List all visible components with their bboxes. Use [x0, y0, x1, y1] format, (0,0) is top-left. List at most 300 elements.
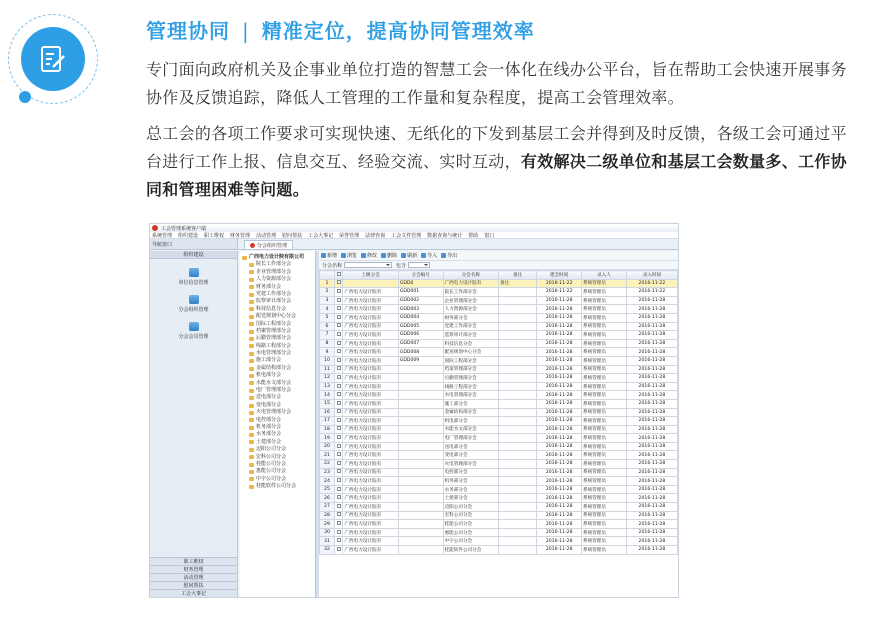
cell-time: 2016-11-28 — [626, 494, 677, 503]
row-checkbox[interactable] — [337, 495, 341, 499]
row-checkbox[interactable] — [337, 366, 341, 370]
row-checkbox[interactable] — [337, 452, 341, 456]
cell-name: 水电管理部分会 — [443, 391, 498, 400]
tree-node[interactable] — [240, 298, 315, 305]
cell-time: 2016-11-28 — [626, 365, 677, 374]
row-checkbox[interactable] — [337, 358, 341, 362]
cell-time: 2016-11-28 — [626, 382, 677, 391]
folder-icon — [249, 270, 254, 274]
nav-bottom-item[interactable]: 财务管理 — [150, 565, 237, 573]
row-checkbox[interactable] — [337, 289, 341, 293]
table-row[interactable] — [320, 528, 678, 537]
cell-name: 广西电力设计院有 — [443, 279, 498, 288]
row-number: 30 — [320, 528, 335, 537]
row-number: 31 — [320, 537, 335, 546]
cell-user: 系统管理员 — [582, 348, 627, 357]
nav-item-icon — [189, 268, 199, 277]
tree-node[interactable] — [240, 261, 315, 268]
branch-table — [319, 270, 678, 555]
row-checkbox[interactable] — [337, 341, 341, 345]
table-row[interactable] — [320, 322, 678, 331]
cell-parent: 广西电力设计院有 — [343, 365, 398, 374]
cell-name: 人力资源部分会 — [443, 305, 498, 314]
cell-date: 2016-11-28 — [537, 322, 582, 331]
tree-node-label: 惠能公司分会 — [256, 468, 287, 475]
toolbar-button[interactable] — [361, 252, 377, 259]
column-header[interactable]: 建会时间 — [537, 271, 582, 280]
row-checkbox[interactable] — [337, 392, 341, 396]
table-row[interactable] — [320, 468, 678, 477]
row-checkbox[interactable] — [337, 538, 341, 542]
row-checkbox[interactable] — [337, 298, 341, 302]
cell-time: 2016-11-28 — [626, 399, 677, 408]
cell-date: 2016-11-28 — [537, 511, 582, 520]
cell-date: 2016-11-28 — [537, 348, 582, 357]
row-checkbox[interactable] — [337, 315, 341, 319]
tree-node[interactable] — [240, 454, 315, 461]
cell-time: 2016-11-28 — [626, 374, 677, 383]
row-number: 22 — [320, 460, 335, 469]
row-checkbox-cell — [334, 520, 343, 529]
cell-time: 2016-11-28 — [626, 451, 677, 460]
cell-date: 2016-11-28 — [537, 391, 582, 400]
row-checkbox[interactable] — [337, 306, 341, 310]
folder-icon — [249, 433, 254, 437]
row-checkbox-cell — [334, 391, 343, 400]
tree-node-label: 企业管理部分会 — [256, 268, 292, 275]
nav-item-label: 分会组织管理 — [178, 307, 209, 313]
table-row[interactable] — [320, 331, 678, 340]
table-row[interactable] — [320, 408, 678, 417]
row-checkbox-cell — [334, 546, 343, 555]
cell-user: 系统管理员 — [582, 322, 627, 331]
tree-node[interactable] — [240, 417, 315, 424]
cell-user: 系统管理员 — [582, 503, 627, 512]
tree-node[interactable] — [240, 394, 315, 401]
row-checkbox-cell — [334, 356, 343, 365]
row-checkbox[interactable] — [337, 461, 341, 465]
cell-time: 2016-11-28 — [626, 322, 677, 331]
cell-parent: 广西电力设计院有 — [343, 374, 398, 383]
row-checkbox[interactable] — [337, 280, 341, 284]
row-checkbox[interactable] — [337, 323, 341, 327]
row-checkbox[interactable] — [337, 478, 341, 482]
table-row[interactable] — [320, 296, 678, 305]
cell-parent: 广西电力设计院有 — [343, 460, 398, 469]
cell-user: 系统管理员 — [582, 305, 627, 314]
tree-node-label: 水务部分会 — [256, 431, 282, 438]
toolbar-button[interactable] — [401, 252, 417, 259]
menu-item[interactable]: 窗口 — [484, 232, 495, 239]
row-checkbox[interactable] — [337, 418, 341, 422]
toolbar-button[interactable] — [321, 252, 337, 259]
row-number: 32 — [320, 546, 335, 555]
toolbar-button[interactable] — [421, 252, 437, 259]
cell-code — [398, 511, 443, 520]
cell-name: 水务部分会 — [443, 485, 498, 494]
row-checkbox[interactable] — [337, 384, 341, 388]
row-number: 21 — [320, 451, 335, 460]
cell-date: 2016-11-28 — [537, 434, 582, 443]
row-number: 29 — [320, 520, 335, 529]
table-row[interactable] — [320, 425, 678, 434]
menu-item[interactable]: 系统管理 — [152, 232, 173, 239]
cell-name: 变电部分会 — [443, 451, 498, 460]
edit-document-icon — [21, 27, 85, 91]
toolbar-icon — [441, 253, 446, 258]
tree-node[interactable] — [240, 483, 315, 490]
org-tree — [240, 251, 316, 597]
filter-field-label: 分会名称 — [322, 262, 343, 269]
tree-node[interactable] — [240, 343, 315, 350]
row-checkbox[interactable] — [337, 349, 341, 353]
cell-name: 院长工作部分会 — [443, 288, 498, 297]
table-row[interactable] — [320, 434, 678, 443]
folder-icon — [249, 374, 254, 378]
tree-node-label: 配送规划中心分会 — [256, 313, 297, 320]
cell-note — [498, 485, 536, 494]
column-header[interactable]: 分会名称 — [443, 271, 498, 280]
cell-code: GDD001 — [398, 288, 443, 297]
tree-node-label: 国际工程部分会 — [256, 320, 292, 327]
cell-parent: 广西电力设计院有 — [343, 331, 398, 340]
row-checkbox-cell — [334, 417, 343, 426]
row-checkbox[interactable] — [337, 521, 341, 525]
cell-date: 2016-11-28 — [537, 305, 582, 314]
row-number: 5 — [320, 313, 335, 322]
tree-node[interactable] — [240, 276, 315, 283]
toolbar-icon — [321, 253, 326, 258]
cell-code — [398, 503, 443, 512]
filter-op-select[interactable] — [408, 262, 430, 268]
cell-date: 2016-11-28 — [537, 313, 582, 322]
cell-date: 2016-11-28 — [537, 382, 582, 391]
cell-user: 系统管理员 — [582, 511, 627, 520]
folder-icon — [249, 337, 254, 341]
row-checkbox-cell — [334, 468, 343, 477]
select-all-checkbox[interactable] — [337, 272, 341, 276]
folder-icon — [249, 426, 254, 430]
cell-note — [498, 339, 536, 348]
row-checkbox[interactable] — [337, 375, 341, 379]
cell-date: 2016-11-28 — [537, 365, 582, 374]
table-row[interactable] — [320, 348, 678, 357]
cell-date: 2016-11-28 — [537, 503, 582, 512]
cell-user: 系统管理员 — [582, 417, 627, 426]
cell-code: GDD008 — [398, 348, 443, 357]
menu-item[interactable]: 工会大事记 — [308, 232, 334, 239]
cell-user: 系统管理员 — [582, 339, 627, 348]
cell-parent: 广西电力设计院有 — [343, 485, 398, 494]
nav-section-header[interactable]: 组织建设 — [150, 251, 237, 259]
tree-node-label: 迈阳公司分会 — [256, 446, 287, 453]
nav-bottom-list — [150, 557, 237, 597]
cell-name: 土建部分会 — [443, 494, 498, 503]
cell-parent: 广西电力设计院有 — [343, 382, 398, 391]
cell-name: 档案管理部分会 — [443, 365, 498, 374]
table-row[interactable] — [320, 451, 678, 460]
toolbar-label: 修改 — [367, 253, 378, 259]
cell-name: 中宇公司分会 — [443, 537, 498, 546]
cell-code — [398, 442, 443, 451]
folder-icon — [249, 263, 254, 267]
cell-note — [498, 477, 536, 486]
row-checkbox[interactable] — [337, 332, 341, 336]
folder-icon — [242, 256, 247, 260]
folder-icon — [249, 463, 254, 467]
column-header[interactable]: 录入时间 — [626, 271, 677, 280]
cell-parent: 广西电力设计院有 — [343, 339, 398, 348]
menu-item[interactable]: 荣誉管理 — [339, 232, 360, 239]
table-row[interactable] — [320, 503, 678, 512]
cell-time: 2016-11-28 — [626, 356, 677, 365]
cell-time: 2016-11-28 — [626, 468, 677, 477]
nav-bottom-item[interactable]: 职工维权 — [150, 557, 237, 565]
table-row[interactable] — [320, 339, 678, 348]
row-number: 28 — [320, 511, 335, 520]
folder-icon — [249, 367, 254, 371]
cell-user: 系统管理员 — [582, 425, 627, 434]
cell-date: 2016-11-22 — [537, 279, 582, 288]
nav-bottom-item[interactable]: 工会大事记 — [150, 589, 237, 597]
cell-name: 电厂管理部分会 — [443, 434, 498, 443]
table-row[interactable] — [320, 546, 678, 555]
cell-code: GDD005 — [398, 322, 443, 331]
cell-user: 系统管理员 — [582, 408, 627, 417]
cell-user: 系统管理员 — [582, 331, 627, 340]
tree-node[interactable] — [240, 380, 315, 387]
cell-code — [398, 374, 443, 383]
cell-code — [398, 528, 443, 537]
table-row[interactable] — [320, 305, 678, 314]
row-checkbox[interactable] — [337, 512, 341, 516]
cell-user: 系统管理员 — [582, 468, 627, 477]
cell-time: 2016-11-28 — [626, 477, 677, 486]
menu-item[interactable]: 活动管理 — [256, 232, 277, 239]
row-checkbox[interactable] — [337, 547, 341, 551]
table-row[interactable] — [320, 279, 678, 288]
folder-icon — [249, 485, 254, 489]
row-checkbox[interactable] — [337, 469, 341, 473]
row-number: 25 — [320, 485, 335, 494]
table-row[interactable] — [320, 477, 678, 486]
nav-bottom-item[interactable]: 慰问帮扶 — [150, 581, 237, 589]
table-row[interactable] — [320, 313, 678, 322]
cell-name: 后勤管理部分会 — [443, 374, 498, 383]
row-checkbox-cell — [334, 399, 343, 408]
detail-text: 总工会的各项工作要求可实现快速、无纸化的下发到基层工会并得到及时反馈，各级工会可通过平台进行工作上报、信息交互、经验交流、实时互动， — [146, 124, 847, 171]
row-number: 24 — [320, 477, 335, 486]
table-row[interactable] — [320, 511, 678, 520]
cell-name: 施工部分会 — [443, 399, 498, 408]
row-checkbox[interactable] — [337, 409, 341, 413]
tree-node[interactable] — [240, 313, 315, 320]
tree-node-label: 水电管理部分会 — [256, 350, 292, 357]
cell-note — [498, 296, 536, 305]
column-header[interactable]: 上级分会 — [343, 271, 398, 280]
cell-name: 配送规划中心分会 — [443, 348, 498, 357]
table-row[interactable] — [320, 374, 678, 383]
row-checkbox-cell — [334, 460, 343, 469]
cell-code — [398, 417, 443, 426]
menu-item[interactable]: 工会文件管理 — [391, 232, 422, 239]
tree-node-label: 电厂管理部分会 — [256, 387, 292, 394]
cell-user: 系统管理员 — [582, 442, 627, 451]
cell-note — [498, 537, 536, 546]
cell-name: 线路工程部分会 — [443, 382, 498, 391]
column-header[interactable]: 备注 — [498, 271, 536, 280]
menu-item[interactable]: 数据查询与统计 — [427, 232, 463, 239]
table-row[interactable] — [320, 365, 678, 374]
table-row[interactable] — [320, 520, 678, 529]
folder-icon — [249, 315, 254, 319]
cell-parent: 广西电力设计院有 — [343, 546, 398, 555]
tree-node[interactable] — [240, 357, 315, 364]
cell-name: 惠能公司分会 — [443, 528, 498, 537]
row-checkbox[interactable] — [337, 444, 341, 448]
nav-item[interactable] — [150, 295, 237, 313]
tree-node[interactable] — [240, 446, 315, 453]
table-row[interactable] — [320, 485, 678, 494]
folder-icon — [249, 307, 254, 311]
table-row[interactable] — [320, 460, 678, 469]
table-row[interactable] — [320, 382, 678, 391]
cell-note — [498, 356, 536, 365]
row-checkbox-cell — [334, 528, 343, 537]
table-row[interactable] — [320, 399, 678, 408]
column-header[interactable]: 录入人 — [582, 271, 627, 280]
toolbar-button[interactable] — [381, 252, 397, 259]
toolbar-label: 导入 — [427, 253, 438, 259]
table-row[interactable] — [320, 391, 678, 400]
row-number: 3 — [320, 296, 335, 305]
menu-item[interactable]: 职工维权 — [204, 232, 225, 239]
detail-bold-text: 有效解决二级单位和基层工会数量多、工作协同和管理困难等问题。 — [146, 152, 847, 199]
cell-code — [398, 434, 443, 443]
menu-bar — [150, 232, 678, 239]
tree-node[interactable] — [240, 335, 315, 342]
cell-date: 2016-11-28 — [537, 451, 582, 460]
menu-item[interactable]: 财务管理 — [230, 232, 251, 239]
cell-note — [498, 425, 536, 434]
menu-item[interactable]: 慰问帮扶 — [282, 232, 303, 239]
table-row[interactable] — [320, 494, 678, 503]
tree-node[interactable] — [240, 468, 315, 475]
row-checkbox-cell — [334, 374, 343, 383]
tree-node[interactable] — [240, 476, 315, 483]
row-checkbox-cell — [334, 296, 343, 305]
cell-parent: 广西电力设计院有 — [343, 348, 398, 357]
row-number: 15 — [320, 399, 335, 408]
table-row[interactable] — [320, 417, 678, 426]
filter-op-label: 包含 — [396, 262, 407, 269]
menu-item[interactable]: 帮助 — [468, 232, 479, 239]
cell-parent: 广西电力设计院有 — [343, 408, 398, 417]
nav-item-icon — [189, 322, 199, 331]
cell-note — [498, 365, 536, 374]
cell-user: 系统管理员 — [582, 399, 627, 408]
cell-time: 2016-11-28 — [626, 503, 677, 512]
nav-item[interactable] — [150, 268, 237, 286]
row-checkbox[interactable] — [337, 426, 341, 430]
menu-item[interactable]: 组织建设 — [178, 232, 199, 239]
row-checkbox[interactable] — [337, 435, 341, 439]
row-checkbox[interactable] — [337, 487, 341, 491]
column-header[interactable]: 分会编号 — [398, 271, 443, 280]
cell-note — [498, 322, 536, 331]
tree-node-label: 施工部分会 — [256, 357, 282, 364]
nav-panel — [150, 251, 238, 597]
toolbar-button[interactable] — [441, 252, 457, 259]
cell-user: 系统管理员 — [582, 434, 627, 443]
cell-date: 2016-11-28 — [537, 339, 582, 348]
cell-user: 系统管理员 — [582, 365, 627, 374]
cell-user: 系统管理员 — [582, 537, 627, 546]
nav-bottom-item[interactable]: 活动管理 — [150, 573, 237, 581]
cell-user: 系统管理员 — [582, 460, 627, 469]
row-number: 9 — [320, 348, 335, 357]
filter-field-select[interactable] — [344, 262, 392, 268]
cell-time: 2016-11-28 — [626, 339, 677, 348]
cell-user: 系统管理员 — [582, 382, 627, 391]
toolbar-button[interactable] — [341, 252, 357, 259]
table-row[interactable] — [320, 442, 678, 451]
row-checkbox[interactable] — [337, 401, 341, 405]
cell-code: GDD004 — [398, 313, 443, 322]
nav-item[interactable] — [150, 322, 237, 340]
row-checkbox[interactable] — [337, 504, 341, 508]
column-header[interactable] — [334, 271, 343, 280]
tree-node-label: 机电部分会 — [256, 372, 282, 379]
table-row[interactable] — [320, 537, 678, 546]
nav-window-title: 导航窗口 — [150, 239, 238, 249]
tree-node[interactable] — [240, 321, 315, 328]
cell-time: 2016-11-28 — [626, 520, 677, 529]
row-checkbox-cell — [334, 279, 343, 288]
tree-node-label: 变电部分会 — [256, 401, 282, 408]
row-checkbox[interactable] — [337, 530, 341, 534]
row-checkbox-cell — [334, 511, 343, 520]
cell-name: 机电部分会 — [443, 417, 498, 426]
folder-icon — [249, 477, 254, 481]
tree-node[interactable] — [240, 409, 315, 416]
cell-parent: 广西电力设计院有 — [343, 528, 398, 537]
cell-name: 水能水文部分会 — [443, 425, 498, 434]
row-number: 26 — [320, 494, 335, 503]
cell-note — [498, 520, 536, 529]
row-checkbox-cell — [334, 425, 343, 434]
cell-user: 系统管理员 — [582, 356, 627, 365]
menu-item[interactable]: 法律咨询 — [365, 232, 386, 239]
tab-branch-management[interactable] — [244, 240, 293, 249]
cell-code: GDD009 — [398, 356, 443, 365]
tree-node[interactable] — [240, 284, 315, 291]
cell-code: GDD007 — [398, 339, 443, 348]
folder-icon — [249, 352, 254, 356]
cell-note: 备注 — [498, 279, 536, 288]
cell-date: 2016-11-28 — [537, 417, 582, 426]
tree-node[interactable] — [240, 431, 315, 438]
row-checkbox-cell — [334, 408, 343, 417]
row-number: 7 — [320, 331, 335, 340]
cell-name: 火电管理部分会 — [443, 460, 498, 469]
tree-node[interactable] — [240, 372, 315, 379]
grid-area — [319, 251, 678, 597]
row-checkbox-cell — [334, 494, 343, 503]
table-row[interactable] — [320, 288, 678, 297]
table-row[interactable] — [320, 356, 678, 365]
cell-note — [498, 511, 536, 520]
